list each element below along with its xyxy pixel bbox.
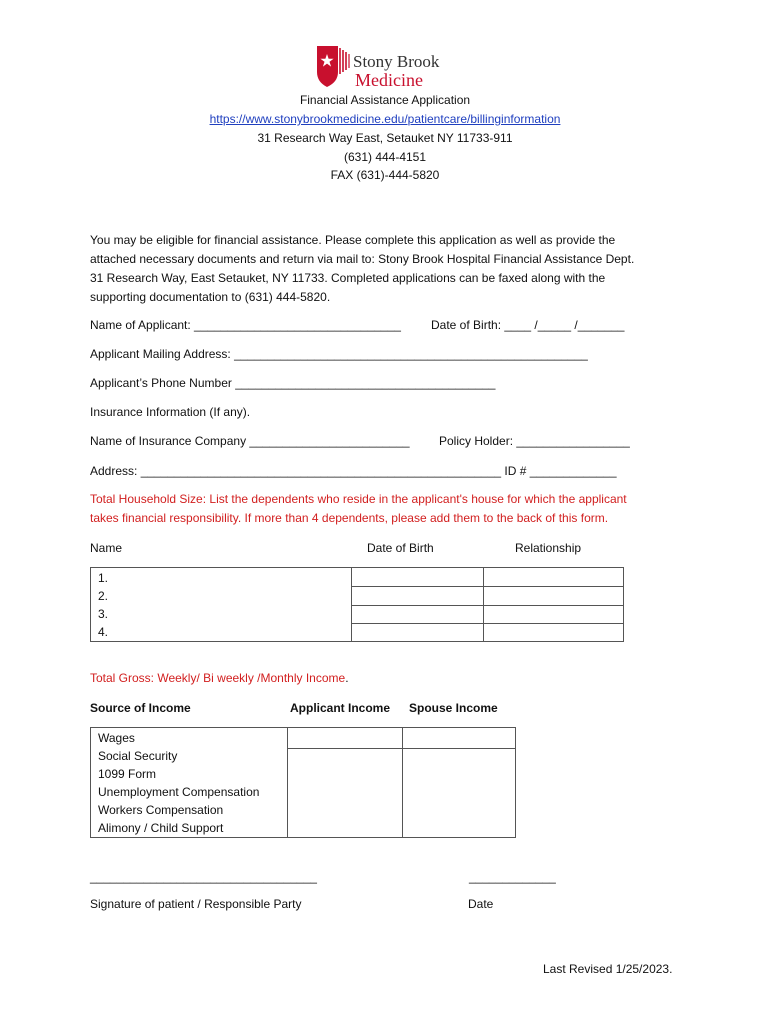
header-fax: FAX (631)-444-5820 xyxy=(330,168,440,182)
logo xyxy=(316,44,466,92)
dependent-dob-column xyxy=(352,568,484,642)
spouse-income-column xyxy=(403,728,516,838)
dependent-dob-cell[interactable] xyxy=(352,624,483,641)
income-header-applicant: Applicant Income xyxy=(290,701,391,715)
income-table xyxy=(90,727,516,838)
income-source-item: Unemployment Compensation xyxy=(98,785,260,799)
address-id-field[interactable]: Address: ______________________________________________________ ID # _____________ xyxy=(90,464,617,478)
household-instructions xyxy=(90,490,627,528)
applicant-name-field[interactable]: Name of Applicant: _______________________________ xyxy=(90,318,401,332)
last-revised: Last Revised 1/25/2023. xyxy=(543,962,673,976)
income-title-text: Total Gross: Weekly/ Bi weekly /Monthly Income xyxy=(90,671,346,685)
income-title xyxy=(90,671,349,686)
household-header-name: Name xyxy=(90,541,123,555)
intro-line: You may be eligible for financial assistance. Please complete this application as well as provide the xyxy=(90,233,616,247)
billing-info-link[interactable]: https://www.stonybrookmedicine.edu/patientcare/billinginformation xyxy=(209,112,561,126)
intro-line: attached necessary documents and return via mail to: Stony Brook Hospital Financial Assistance Dept. xyxy=(90,252,635,266)
date-of-birth-field[interactable]: Date of Birth: ____ /_____ /_______ xyxy=(431,318,625,332)
income-sources-cell xyxy=(91,728,288,838)
household-header-dob: Date of Birth xyxy=(367,541,434,555)
date-label: Date xyxy=(468,897,494,911)
stony-brook-shield-icon xyxy=(316,44,350,88)
signature-label: Signature of patient / Responsible Party xyxy=(90,897,302,911)
applicant-income-cell[interactable] xyxy=(288,728,402,749)
dependent-relationship-column xyxy=(484,568,624,642)
dependent-row-number: 4. xyxy=(98,625,109,639)
spouse-income-cell[interactable] xyxy=(403,749,515,836)
income-source-item: Alimony / Child Support xyxy=(98,821,224,835)
mailing-address-field[interactable]: Applicant Mailing Address: _____________________________________________________ xyxy=(90,347,588,361)
date-line[interactable]: _____________ xyxy=(469,870,556,884)
logo-line2: Medicine xyxy=(355,70,423,90)
intro-paragraph xyxy=(90,231,634,307)
dependent-dob-cell[interactable] xyxy=(352,568,483,587)
logo-line1: Stony Brook xyxy=(353,52,440,71)
dependent-relationship-cell[interactable] xyxy=(484,587,623,606)
form-title: Financial Assistance Application xyxy=(299,93,471,107)
insurance-info-label: Insurance Information (If any). xyxy=(90,405,251,419)
dependent-relationship-cell[interactable] xyxy=(484,606,623,624)
url-line xyxy=(0,112,770,127)
insurance-company-field[interactable]: Name of Insurance Company ________________________ xyxy=(90,434,410,448)
income-header-source: Source of Income xyxy=(90,701,191,715)
dependent-relationship-cell[interactable] xyxy=(484,624,623,641)
header-phone: (631) 444-4151 xyxy=(343,150,427,164)
income-title-period: . xyxy=(345,671,349,685)
household-line: Total Household Size: List the dependents who reside in the applicant's house for which the applicant xyxy=(90,492,627,506)
applicant-income-cell[interactable] xyxy=(288,749,402,836)
household-header-relationship: Relationship xyxy=(515,541,582,555)
income-source-item: Wages xyxy=(98,731,135,745)
income-source-item: Workers Compensation xyxy=(98,803,224,817)
intro-line: supporting documentation to (631) 444-5820. xyxy=(90,290,331,304)
household-line: takes financial responsibility. If more than 4 dependents, please add them to the back of this form. xyxy=(90,511,609,525)
dependent-relationship-cell[interactable] xyxy=(484,568,623,587)
policy-holder-field[interactable]: Policy Holder: _________________ xyxy=(439,434,630,448)
applicant-income-column xyxy=(288,728,403,838)
income-source-item: 1099 Form xyxy=(98,767,157,781)
phone-number-field[interactable]: Applicant’s Phone Number _______________________________________ xyxy=(90,376,496,390)
income-header-spouse: Spouse Income xyxy=(409,701,498,715)
intro-line: 31 Research Way, East Setauket, NY 11733. Completed applications can be faxed along with the xyxy=(90,271,606,285)
household-table xyxy=(90,567,624,642)
header-address: 31 Research Way East, Setauket NY 11733-911 xyxy=(257,131,513,145)
income-source-item: Social Security xyxy=(98,749,178,763)
dependent-row-number: 2. xyxy=(98,589,109,603)
dependent-row-number: 1. xyxy=(98,571,109,585)
spouse-income-cell[interactable] xyxy=(403,728,515,749)
dependent-dob-cell[interactable] xyxy=(352,587,483,606)
dependent-row-number: 3. xyxy=(98,607,109,621)
dependent-dob-cell[interactable] xyxy=(352,606,483,624)
signature-line[interactable]: __________________________________ xyxy=(90,870,317,884)
dependent-name-cell[interactable] xyxy=(91,568,352,642)
